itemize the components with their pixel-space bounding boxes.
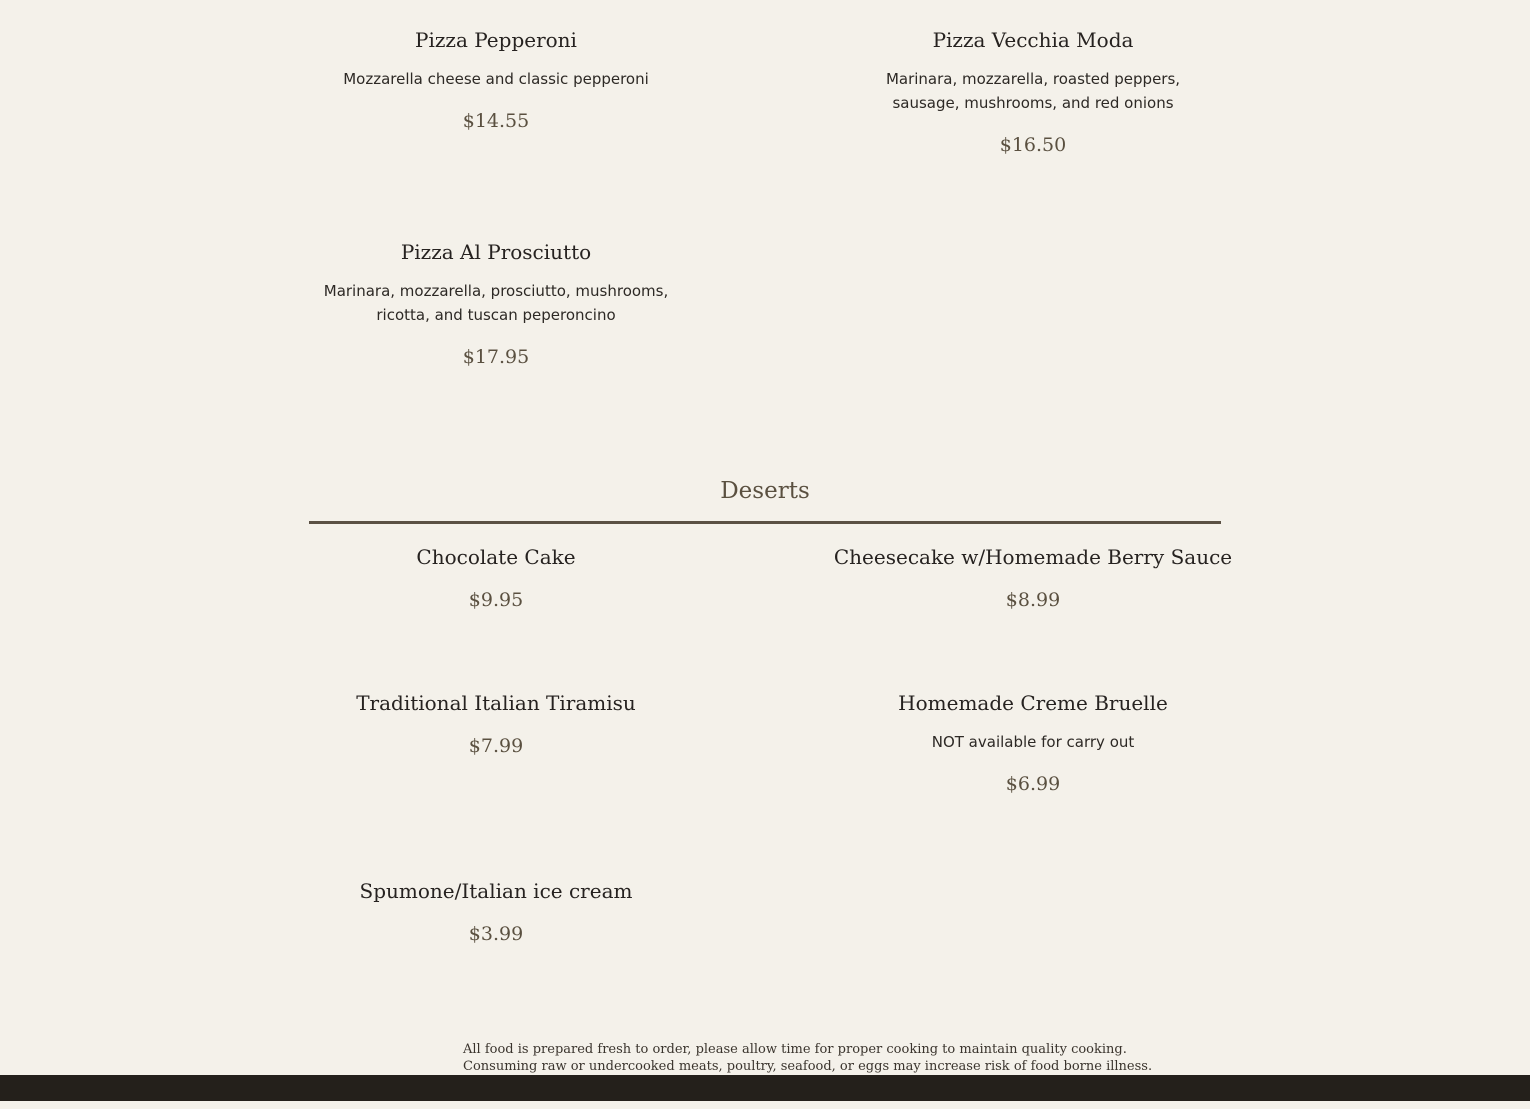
menu-item-cheesecake [818, 544, 1248, 612]
menu-item-name: Pizza Pepperoni [415, 28, 577, 52]
footer-bar [0, 1075, 1530, 1101]
disclaimer-line-2: Consuming raw or undercooked meats, poultry, seafood, or eggs may increase risk of food borne illness. [463, 1059, 1153, 1074]
menu-item-description: NOT available for carry out [931, 733, 1135, 751]
menu-item-chocolate-cake [282, 544, 710, 612]
menu-item-description: Marinara, mozzarella, roasted peppers, sausage, mushrooms, and red onions [885, 70, 1181, 112]
menu-item-name: Cheesecake w/Homemade Berry Sauce [833, 545, 1233, 569]
menu-item-description: Marinara, mozzarella, prosciutto, mushrooms, ricotta, and tuscan peperoncino [323, 282, 669, 324]
menu-item-price: $7.99 [468, 735, 524, 757]
section-title-deserts: Deserts [720, 478, 810, 504]
menu-item-spumone [282, 878, 710, 946]
menu-item-pizza-pepperoni [282, 27, 710, 133]
menu-item-name: Traditional Italian Tiramisu [356, 691, 636, 715]
menu-item-pizza-vecchia-moda [818, 27, 1248, 157]
menu-item-price: $6.99 [1005, 773, 1061, 795]
menu-item-price: $17.95 [462, 346, 530, 368]
menu-item-price: $3.99 [468, 923, 524, 945]
menu-item-name: Pizza Vecchia Moda [932, 28, 1134, 52]
menu-item-name: Chocolate Cake [416, 545, 576, 569]
menu-item-price: $9.95 [468, 589, 524, 611]
menu-item-name: Spumone/Italian ice cream [359, 879, 633, 903]
menu-item-price: $14.55 [462, 110, 530, 132]
menu-item-pizza-al-prosciutto [282, 239, 710, 369]
food-disclaimer [463, 1041, 1152, 1075]
menu-item-price: $16.50 [999, 134, 1067, 156]
section-divider [309, 521, 1221, 524]
menu-item-name: Pizza Al Prosciutto [400, 240, 592, 264]
menu-item-description: Mozzarella cheese and classic pepperoni [343, 70, 649, 88]
disclaimer-line-1: All food is prepared fresh to order, please allow time for proper cooking to maintain quality cooking. [463, 1042, 1127, 1057]
menu-item-creme-bruelle [818, 690, 1248, 796]
menu-item-price: $8.99 [1005, 589, 1061, 611]
menu-item-name: Homemade Creme Bruelle [898, 691, 1168, 715]
menu-item-tiramisu [282, 690, 710, 758]
